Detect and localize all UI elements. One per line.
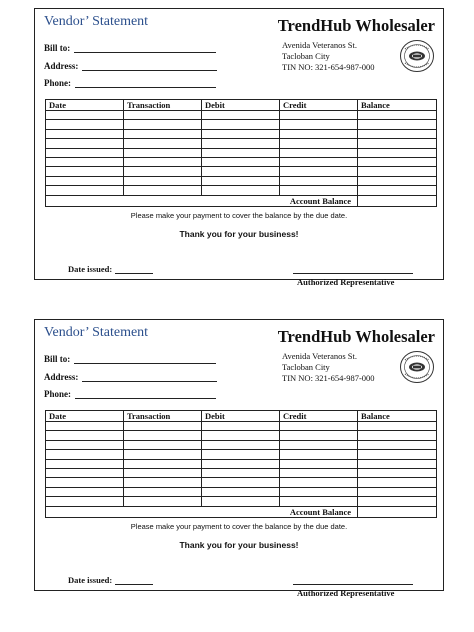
address-field	[44, 372, 217, 382]
table-cell[interactable]	[124, 431, 202, 440]
table-cell[interactable]	[124, 450, 202, 459]
table-cell[interactable]	[202, 176, 280, 185]
table-cell[interactable]	[124, 497, 202, 506]
col-header-date: Date	[46, 100, 124, 111]
table-cell[interactable]	[280, 450, 358, 459]
vendor-statement-card	[34, 8, 444, 287]
col-header-credit: Credit	[280, 100, 358, 111]
table-cell[interactable]	[46, 487, 124, 496]
table-cell[interactable]	[280, 139, 358, 148]
table-cell[interactable]	[124, 129, 202, 138]
address-line-1: Avenida Veteranos St.	[282, 40, 357, 50]
statement-table	[45, 99, 437, 207]
phone-line[interactable]	[75, 78, 216, 88]
col-header-transaction: Transaction	[124, 411, 202, 422]
vendor-statement-card	[34, 319, 444, 598]
table-row	[46, 497, 437, 506]
table-row	[46, 148, 437, 157]
table-cell[interactable]	[358, 157, 437, 166]
table-cell[interactable]	[46, 157, 124, 166]
date-issued-line[interactable]	[115, 576, 153, 585]
table-cell[interactable]	[202, 129, 280, 138]
bill-to-line[interactable]	[74, 354, 216, 364]
phone-field	[44, 78, 216, 88]
table-cell[interactable]	[202, 186, 280, 195]
table-row	[46, 129, 437, 138]
table-cell[interactable]	[358, 167, 437, 176]
table-cell[interactable]	[124, 120, 202, 129]
table-row	[46, 440, 437, 449]
table-cell[interactable]	[280, 478, 358, 487]
address-line-2: Tacloban City	[282, 362, 330, 372]
table-cell[interactable]	[358, 111, 437, 120]
table-cell[interactable]	[358, 450, 437, 459]
table-cell[interactable]	[202, 497, 280, 506]
tin-number: TIN NO: 321-654-987-000	[282, 62, 375, 72]
statement-title: Vendor’ Statement	[44, 325, 149, 340]
account-balance-row	[46, 506, 437, 517]
table-row	[46, 157, 437, 166]
payment-note: Please make your payment to cover the balance by the due date.	[130, 522, 348, 531]
account-balance-label: Account Balance	[46, 195, 358, 206]
table-cell[interactable]	[202, 431, 280, 440]
table-cell[interactable]	[280, 120, 358, 129]
table-cell[interactable]	[358, 440, 437, 449]
table-cell[interactable]	[124, 148, 202, 157]
table-cell[interactable]	[124, 111, 202, 120]
address-label: Address:	[44, 61, 79, 71]
table-cell[interactable]	[124, 468, 202, 477]
table-cell[interactable]	[202, 157, 280, 166]
company-seal-icon	[399, 39, 435, 73]
table-cell[interactable]	[358, 176, 437, 185]
phone-line[interactable]	[75, 389, 216, 399]
table-cell[interactable]	[280, 459, 358, 468]
table-cell[interactable]	[358, 459, 437, 468]
account-balance-row	[46, 195, 437, 206]
table-cell[interactable]	[280, 167, 358, 176]
table-header-row	[46, 100, 437, 111]
table-cell[interactable]	[358, 422, 437, 431]
table-cell[interactable]	[124, 440, 202, 449]
table-cell[interactable]	[124, 167, 202, 176]
table-cell[interactable]	[124, 459, 202, 468]
table-cell[interactable]	[124, 478, 202, 487]
signature-label: Authorized Representative	[297, 588, 395, 598]
bill-to-field	[44, 354, 216, 364]
table-cell[interactable]	[280, 186, 358, 195]
table-cell[interactable]	[202, 422, 280, 431]
table-cell[interactable]	[280, 422, 358, 431]
table-cell[interactable]	[358, 497, 437, 506]
date-issued-line[interactable]	[115, 265, 153, 274]
table-cell[interactable]	[358, 468, 437, 477]
table-cell[interactable]	[46, 176, 124, 185]
bill-to-label: Bill to:	[44, 43, 71, 53]
table-cell[interactable]	[202, 450, 280, 459]
date-issued-field	[68, 575, 153, 585]
table-cell[interactable]	[124, 139, 202, 148]
table-cell[interactable]	[202, 120, 280, 129]
table-cell[interactable]	[202, 459, 280, 468]
table-cell[interactable]	[46, 111, 124, 120]
date-issued-label: Date issued:	[68, 575, 113, 585]
col-header-transaction: Transaction	[124, 100, 202, 111]
company-seal-icon	[399, 350, 435, 384]
payment-note: Please make your payment to cover the balance by the due date.	[130, 211, 348, 220]
table-cell[interactable]	[280, 176, 358, 185]
table-cell[interactable]	[46, 186, 124, 195]
statement-title: Vendor’ Statement	[44, 14, 149, 29]
table-cell[interactable]	[280, 497, 358, 506]
col-header-credit: Credit	[280, 411, 358, 422]
signature-line[interactable]	[293, 584, 413, 585]
phone-field	[44, 389, 216, 399]
table-row	[46, 111, 437, 120]
table-cell[interactable]	[358, 129, 437, 138]
table-cell[interactable]	[124, 157, 202, 166]
col-header-balance: Balance	[358, 100, 437, 111]
statement-table	[45, 410, 437, 518]
table-cell[interactable]	[358, 478, 437, 487]
address-field	[44, 61, 217, 71]
table-cell[interactable]	[46, 129, 124, 138]
table-cell[interactable]	[46, 422, 124, 431]
company-address	[282, 351, 375, 384]
table-cell[interactable]	[280, 468, 358, 477]
table-cell[interactable]	[46, 497, 124, 506]
table-row	[46, 186, 437, 195]
table-cell[interactable]	[358, 487, 437, 496]
table-row	[46, 120, 437, 129]
date-issued-label: Date issued:	[68, 264, 113, 274]
table-cell[interactable]	[46, 468, 124, 477]
address-line[interactable]	[82, 61, 217, 71]
table-cell[interactable]	[46, 478, 124, 487]
table-cell[interactable]	[46, 431, 124, 440]
table-cell[interactable]	[46, 459, 124, 468]
table-cell[interactable]	[358, 120, 437, 129]
address-line-1: Avenida Veteranos St.	[282, 351, 357, 361]
table-cell[interactable]	[358, 186, 437, 195]
table-cell[interactable]	[202, 440, 280, 449]
table-cell[interactable]	[46, 120, 124, 129]
table-cell[interactable]	[124, 422, 202, 431]
col-header-date: Date	[46, 411, 124, 422]
bill-to-field	[44, 43, 216, 53]
table-cell[interactable]	[202, 111, 280, 120]
bill-to-label: Bill to:	[44, 354, 71, 364]
table-cell[interactable]	[124, 487, 202, 496]
signature-line[interactable]	[293, 273, 413, 274]
account-balance-cell[interactable]	[358, 195, 437, 206]
table-cell[interactable]	[202, 139, 280, 148]
company-name: TrendHub Wholesaler	[277, 16, 435, 35]
company-name: TrendHub Wholesaler	[277, 327, 435, 346]
table-row	[46, 167, 437, 176]
account-balance-cell[interactable]	[358, 506, 437, 517]
table-header-row	[46, 411, 437, 422]
table-cell[interactable]	[46, 440, 124, 449]
table-cell[interactable]	[124, 186, 202, 195]
address-line-2: Tacloban City	[282, 51, 330, 61]
signature-label: Authorized Representative	[297, 277, 395, 287]
table-row	[46, 459, 437, 468]
tin-number: TIN NO: 321-654-987-000	[282, 373, 375, 383]
table-cell[interactable]	[124, 176, 202, 185]
table-cell[interactable]	[280, 440, 358, 449]
bill-to-line[interactable]	[74, 43, 216, 53]
table-row	[46, 450, 437, 459]
table-cell[interactable]	[358, 139, 437, 148]
phone-label: Phone:	[44, 389, 71, 399]
table-cell[interactable]	[358, 431, 437, 440]
table-row	[46, 478, 437, 487]
table-cell[interactable]	[202, 478, 280, 487]
table-row	[46, 139, 437, 148]
col-header-balance: Balance	[358, 411, 437, 422]
table-cell[interactable]	[358, 148, 437, 157]
table-cell[interactable]	[46, 148, 124, 157]
table-cell[interactable]	[202, 468, 280, 477]
table-cell[interactable]	[46, 139, 124, 148]
table-row	[46, 468, 437, 477]
phone-label: Phone:	[44, 78, 71, 88]
address-line[interactable]	[82, 372, 217, 382]
date-issued-field	[68, 264, 153, 274]
table-cell[interactable]	[280, 111, 358, 120]
company-address	[282, 40, 375, 73]
table-cell[interactable]	[280, 157, 358, 166]
table-cell[interactable]	[202, 487, 280, 496]
address-label: Address:	[44, 372, 79, 382]
table-row	[46, 176, 437, 185]
table-cell[interactable]	[46, 167, 124, 176]
table-row	[46, 422, 437, 431]
table-cell[interactable]	[202, 167, 280, 176]
thank-you-text: Thank you for your business!	[179, 540, 299, 550]
table-row	[46, 431, 437, 440]
col-header-debit: Debit	[202, 100, 280, 111]
table-cell[interactable]	[280, 431, 358, 440]
table-cell[interactable]	[280, 487, 358, 496]
table-cell[interactable]	[280, 129, 358, 138]
table-row	[46, 487, 437, 496]
thank-you-text: Thank you for your business!	[179, 229, 299, 239]
table-cell[interactable]	[202, 148, 280, 157]
table-cell[interactable]	[46, 450, 124, 459]
col-header-debit: Debit	[202, 411, 280, 422]
account-balance-label: Account Balance	[46, 506, 358, 517]
table-cell[interactable]	[280, 148, 358, 157]
